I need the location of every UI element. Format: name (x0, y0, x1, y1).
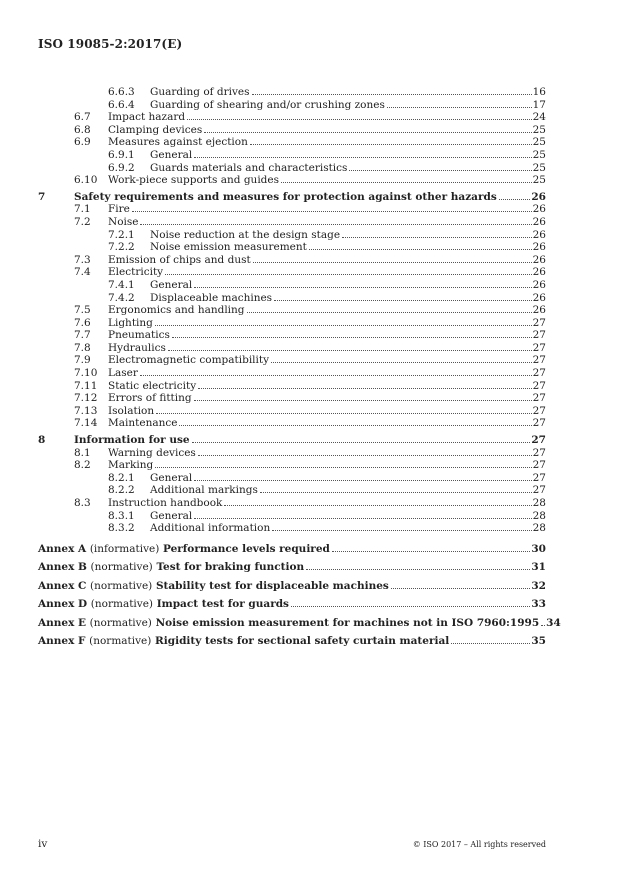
toc-entry-page: 25 (532, 123, 546, 136)
toc-entry-leader (108, 417, 546, 430)
toc-entry-leader (150, 484, 546, 497)
toc-annex-title (38, 580, 390, 593)
toc-entry-page: 26 (532, 291, 546, 304)
toc-entry-number: 7 (38, 190, 46, 203)
toc-entry-number: 7.14 (74, 417, 98, 430)
toc-entry-leader (150, 522, 546, 535)
table-of-contents (38, 86, 561, 648)
toc-entry-title: Warning devices (108, 446, 196, 459)
toc-entry-title: Noise (108, 215, 139, 228)
toc-entry[interactable] (38, 522, 546, 535)
toc-entry-title: Information for use (74, 434, 190, 447)
toc-annex-title (38, 635, 450, 648)
dot-leader (194, 157, 531, 158)
toc-entry-page: 26 (532, 304, 546, 317)
toc-entry-title: Electricity (108, 266, 164, 279)
toc-entry[interactable] (38, 354, 546, 367)
toc-entry-title: Guarding of shearing and/or crushing zones (150, 98, 385, 111)
toc-entry-title: General (150, 509, 193, 522)
toc-entry-page: 33 (531, 598, 546, 611)
toc-entry[interactable] (38, 317, 546, 330)
toc-entry-title: Static electricity (108, 379, 197, 392)
annex-title: Noise emission measurement for machines not in ISO 7960:1995 (155, 616, 540, 629)
toc-entry[interactable] (38, 149, 546, 162)
toc-entry-page: 25 (532, 136, 546, 149)
toc-entry-leader (108, 111, 546, 124)
toc-entry-title: Ergonomics and handling (108, 304, 245, 317)
dot-leader (194, 287, 531, 288)
toc-entry-page: 25 (532, 161, 546, 174)
toc-entry-title: Fire (108, 203, 130, 216)
toc-entry[interactable] (38, 174, 546, 187)
toc-entry-title: Isolation (108, 404, 155, 417)
toc-entry[interactable] (38, 86, 546, 99)
dot-leader (332, 551, 531, 552)
toc-entry-number: 7.8 (74, 341, 91, 354)
toc-entry-leader (108, 216, 546, 229)
toc-entry-page: 26 (532, 253, 546, 266)
dot-leader (204, 132, 531, 133)
toc-entry-title: General (150, 278, 193, 291)
toc-entry-page: 27 (532, 379, 546, 392)
toc-entry-leader (108, 497, 546, 510)
toc-entry-leader (108, 380, 546, 393)
toc-entry-title: Guarding of drives (150, 86, 250, 98)
toc-entry[interactable] (38, 136, 546, 149)
toc-entry-number: 7.5 (74, 304, 91, 317)
toc-entry[interactable] (38, 392, 546, 405)
toc-entry-leader (38, 598, 546, 611)
toc-entry-leader (150, 510, 546, 523)
toc-entry-number: 6.9.2 (108, 161, 135, 174)
toc-entry-title: Lighting (108, 316, 153, 329)
toc-entry[interactable] (38, 417, 546, 430)
copyright-notice: © ISO 2017 – All rights reserved (412, 840, 546, 849)
toc-entry-title: Impact hazard (108, 111, 186, 124)
toc-entry[interactable] (38, 241, 546, 254)
toc-entry-number: 7.4.2 (108, 291, 135, 304)
toc-entry[interactable] (38, 447, 546, 460)
toc-annex-entry[interactable] (38, 580, 546, 593)
toc-entry-title: Displaceable machines (150, 291, 273, 304)
toc-entry-page: 27 (532, 367, 546, 380)
dot-leader (349, 170, 531, 171)
toc-entry-leader (108, 254, 546, 267)
toc-entry-number: 8.1 (74, 446, 91, 459)
toc-entry-leader (150, 292, 546, 305)
toc-annex-title (38, 617, 540, 630)
dot-leader (451, 643, 530, 644)
toc-annex-title (38, 543, 331, 556)
annex-kind: (normative) (90, 561, 153, 574)
dot-leader (172, 337, 532, 338)
dot-leader (274, 300, 532, 301)
annex-title: Stability test for displaceable machines (155, 579, 389, 592)
toc-entry-page: 34 (546, 616, 561, 629)
toc-entry-number: 6.10 (74, 174, 98, 187)
toc-entry[interactable] (38, 279, 546, 292)
toc-entry-leader (108, 405, 546, 418)
toc-entry-number: 8.3.1 (108, 509, 135, 522)
toc-entry-page: 26 (532, 278, 546, 291)
toc-entry-title: Noise reduction at the design stage (150, 228, 341, 241)
toc-entry[interactable] (38, 342, 546, 355)
toc-entry-number: 7.9 (74, 354, 91, 367)
dot-leader (391, 588, 531, 589)
toc-entry-leader (108, 342, 546, 355)
toc-annex-entry[interactable] (38, 543, 546, 556)
toc-entry-leader (108, 317, 546, 330)
toc-entry-page: 26 (532, 203, 546, 216)
toc-entry-title: Guards materials and characteristics (150, 161, 348, 174)
toc-entry-leader (38, 561, 546, 574)
document-header: ISO 19085-2:2017(E) (38, 37, 183, 51)
toc-entry-title: Pneumatics (108, 329, 170, 342)
dot-leader (271, 362, 532, 363)
toc-entry[interactable] (38, 216, 546, 229)
dot-leader (156, 413, 531, 414)
dot-leader (250, 144, 532, 145)
toc-entry[interactable] (38, 191, 546, 204)
toc-entry-page: 24 (532, 111, 546, 124)
toc-entry-leader (108, 329, 546, 342)
toc-entry[interactable] (38, 162, 546, 175)
dot-leader (155, 467, 531, 468)
annex-label: Annex B (38, 561, 87, 574)
toc-entry-leader (38, 543, 546, 556)
toc-annex-title (38, 561, 305, 574)
toc-entry-leader (108, 203, 546, 216)
toc-entry-page: 30 (531, 542, 546, 555)
toc-entry-title: Additional information (150, 522, 271, 535)
dot-leader (194, 480, 531, 481)
toc-entry-number: 7.1 (74, 203, 91, 216)
toc-entry-page: 26 (532, 241, 546, 254)
toc-entry-page: 28 (532, 509, 546, 522)
annex-kind: (normative) (90, 579, 153, 592)
toc-entry-page: 16 (532, 86, 546, 98)
annex-title: Impact test for guards (156, 598, 289, 611)
toc-entry-title: General (150, 148, 193, 161)
dot-leader (309, 249, 532, 250)
toc-entry-number: 8.2.1 (108, 471, 135, 484)
toc-entry-leader (108, 174, 546, 187)
toc-entry-page: 25 (532, 174, 546, 187)
toc-entry-leader (108, 392, 546, 405)
dot-leader (291, 606, 530, 607)
annex-label: Annex E (38, 616, 87, 629)
toc-annex-entry[interactable] (38, 598, 546, 611)
toc-entry-page: 27 (532, 316, 546, 329)
dot-leader (247, 312, 532, 313)
toc-entry-number: 8.3 (74, 497, 91, 509)
annex-label: Annex D (38, 598, 88, 611)
toc-entry-title: General (150, 471, 193, 484)
toc-entry-number: 7.6 (74, 316, 91, 329)
dot-leader (198, 388, 532, 389)
toc-entry-page: 32 (531, 579, 546, 592)
annex-title: Test for braking function (156, 561, 305, 574)
dot-leader (306, 569, 530, 570)
toc-entry-number: 7.13 (74, 404, 98, 417)
toc-entry-title: Laser (108, 367, 138, 380)
toc-entry[interactable] (38, 124, 546, 137)
toc-entry-page: 26 (532, 228, 546, 241)
toc-entry-title: Work-piece supports and guides (108, 174, 279, 187)
dot-leader (132, 211, 532, 212)
annex-title: Rigidity tests for sectional safety curtain material (155, 635, 450, 648)
toc-entry-page: 25 (532, 148, 546, 161)
toc-entry-leader (108, 136, 546, 149)
toc-entry-number: 6.7 (74, 111, 91, 124)
toc-entry-number: 7.11 (74, 379, 98, 392)
toc-annex-entry[interactable] (38, 561, 546, 574)
toc-entry[interactable] (38, 254, 546, 267)
toc-entry-page: 27 (532, 354, 546, 367)
toc-entry-page: 27 (532, 417, 546, 430)
toc-entry-leader (150, 149, 546, 162)
dot-leader (224, 505, 531, 506)
toc-entry-leader (108, 459, 546, 472)
toc-entry[interactable] (38, 329, 546, 342)
toc-entry-number: 7.3 (74, 253, 91, 266)
annex-title: Performance levels required (162, 542, 330, 555)
dot-leader (165, 274, 532, 275)
toc-entry-page: 31 (531, 561, 546, 574)
toc-entry-title: Emission of chips and dust (108, 253, 251, 266)
toc-entry-number: 6.9 (74, 136, 91, 149)
dot-leader (272, 530, 531, 531)
dot-leader (252, 94, 532, 95)
toc-entry-number: 6.6.3 (108, 86, 135, 98)
annex-kind: (normative) (89, 635, 152, 648)
dot-leader (168, 350, 532, 351)
toc-entry-page: 35 (531, 635, 546, 648)
toc-annex-title (38, 598, 290, 611)
toc-entry-number: 7.7 (74, 329, 91, 342)
toc-entry-number: 8.2 (74, 459, 91, 472)
toc-entry-number: 8.3.2 (108, 522, 135, 535)
toc-entry[interactable] (38, 367, 546, 380)
dot-leader (541, 625, 545, 626)
dot-leader (281, 182, 532, 183)
toc-entry-page: 26 (532, 215, 546, 228)
toc-entry[interactable] (38, 266, 546, 279)
toc-entry-leader (108, 354, 546, 367)
toc-entry-page: 26 (531, 190, 546, 203)
toc-entry-title: Hydraulics (108, 341, 166, 354)
toc-entry-number: 8.2.2 (108, 484, 135, 497)
toc-entry-page: 27 (532, 471, 546, 484)
dot-leader (253, 262, 532, 263)
dot-leader (187, 119, 532, 120)
toc-entry[interactable] (38, 472, 546, 485)
toc-entry-number: 6.9.1 (108, 148, 135, 161)
toc-entry-leader (108, 367, 546, 380)
toc-entry[interactable] (38, 99, 546, 112)
annex-label: Annex F (38, 635, 86, 648)
toc-entry-leader (108, 304, 546, 317)
toc-entry-title: Maintenance (108, 417, 178, 430)
toc-entry-leader (150, 241, 546, 254)
toc-entry-leader (74, 191, 546, 204)
toc-entry-leader (38, 635, 546, 648)
toc-entry-page: 27 (532, 329, 546, 342)
annex-kind: (informative) (89, 542, 160, 555)
toc-entry[interactable] (38, 497, 546, 510)
toc-entry-title: Errors of fitting (108, 392, 192, 405)
toc-entry-page: 27 (532, 404, 546, 417)
toc-entry[interactable] (38, 510, 546, 523)
toc-entry-title: Instruction handbook (108, 497, 223, 509)
toc-entry-number: 7.2 (74, 215, 91, 228)
toc-entry-leader (150, 86, 546, 99)
toc-entry-leader (108, 266, 546, 279)
toc-entry-page: 27 (532, 446, 546, 459)
toc-entry-page: 27 (532, 459, 546, 472)
toc-entry-number: 7.10 (74, 367, 98, 380)
toc-entry[interactable] (38, 484, 546, 497)
toc-entry[interactable] (38, 111, 546, 124)
toc-entry-leader (150, 229, 546, 242)
dot-leader (155, 325, 532, 326)
dot-leader (192, 442, 531, 443)
toc-entry-page: 27 (532, 392, 546, 405)
dot-leader (194, 518, 531, 519)
toc-entry[interactable] (38, 405, 546, 418)
toc-entry[interactable] (38, 380, 546, 393)
toc-entry[interactable] (38, 229, 546, 242)
toc-entry-title: Additional markings (150, 484, 258, 497)
toc-entry[interactable] (38, 459, 546, 472)
toc-entry-leader (150, 472, 546, 485)
toc-entry-title: Electromagnetic compatibility (108, 354, 270, 367)
annex-kind: (normative) (90, 598, 154, 611)
annex-kind: (normative) (89, 616, 152, 629)
dot-leader (179, 425, 531, 426)
toc-entry-number: 7.4.1 (108, 278, 135, 291)
toc-entry-title: Safety requirements and measures for protection against other hazards (74, 190, 497, 203)
toc-entry[interactable] (38, 292, 546, 305)
page-number: iv (38, 838, 48, 850)
toc-entry-title: Measures against ejection (108, 136, 248, 149)
toc-entry-leader (150, 162, 546, 175)
toc-entry-title: Clamping devices (108, 123, 203, 136)
toc-entry-title: Noise emission measurement (150, 241, 307, 254)
toc-entry-title: Marking (108, 459, 154, 472)
toc-entry-page: 28 (532, 522, 546, 535)
toc-annex-entry[interactable] (38, 616, 561, 630)
toc-entry-page: 28 (532, 497, 546, 509)
annex-label: Annex A (38, 542, 87, 555)
toc-entry-page: 27 (531, 434, 546, 447)
toc-entry-number: 6.6.4 (108, 98, 135, 111)
toc-annex-entry[interactable] (38, 635, 546, 648)
toc-entry-page: 26 (532, 266, 546, 279)
toc-entry-leader (74, 434, 546, 447)
toc-entry-number: 7.2.1 (108, 228, 135, 241)
toc-entry-leader (108, 447, 546, 460)
toc-entry-number: 7.2.2 (108, 241, 135, 254)
dot-leader (342, 237, 532, 238)
dot-leader (194, 400, 532, 401)
toc-entry-leader (150, 279, 546, 292)
toc-entry-page: 17 (532, 98, 546, 111)
toc-entry-number: 7.12 (74, 392, 98, 405)
toc-entry-page: 27 (532, 484, 546, 497)
dot-leader (387, 107, 532, 108)
toc-entry-leader (38, 616, 561, 630)
toc-entry[interactable] (38, 434, 546, 447)
dot-leader (198, 455, 532, 456)
annex-label: Annex C (38, 579, 87, 592)
toc-entry-number: 8 (38, 434, 46, 447)
toc-entry-leader (150, 99, 546, 112)
dot-leader (140, 224, 531, 225)
dot-leader (260, 492, 532, 493)
toc-entry-number: 6.8 (74, 123, 91, 136)
toc-entry-leader (38, 580, 546, 593)
toc-entry[interactable] (38, 203, 546, 216)
dot-leader (140, 375, 532, 376)
toc-entry-number: 7.4 (74, 266, 91, 279)
toc-entry-page: 27 (532, 341, 546, 354)
toc-entry[interactable] (38, 304, 546, 317)
dot-leader (499, 199, 531, 200)
toc-entry-leader (108, 124, 546, 137)
